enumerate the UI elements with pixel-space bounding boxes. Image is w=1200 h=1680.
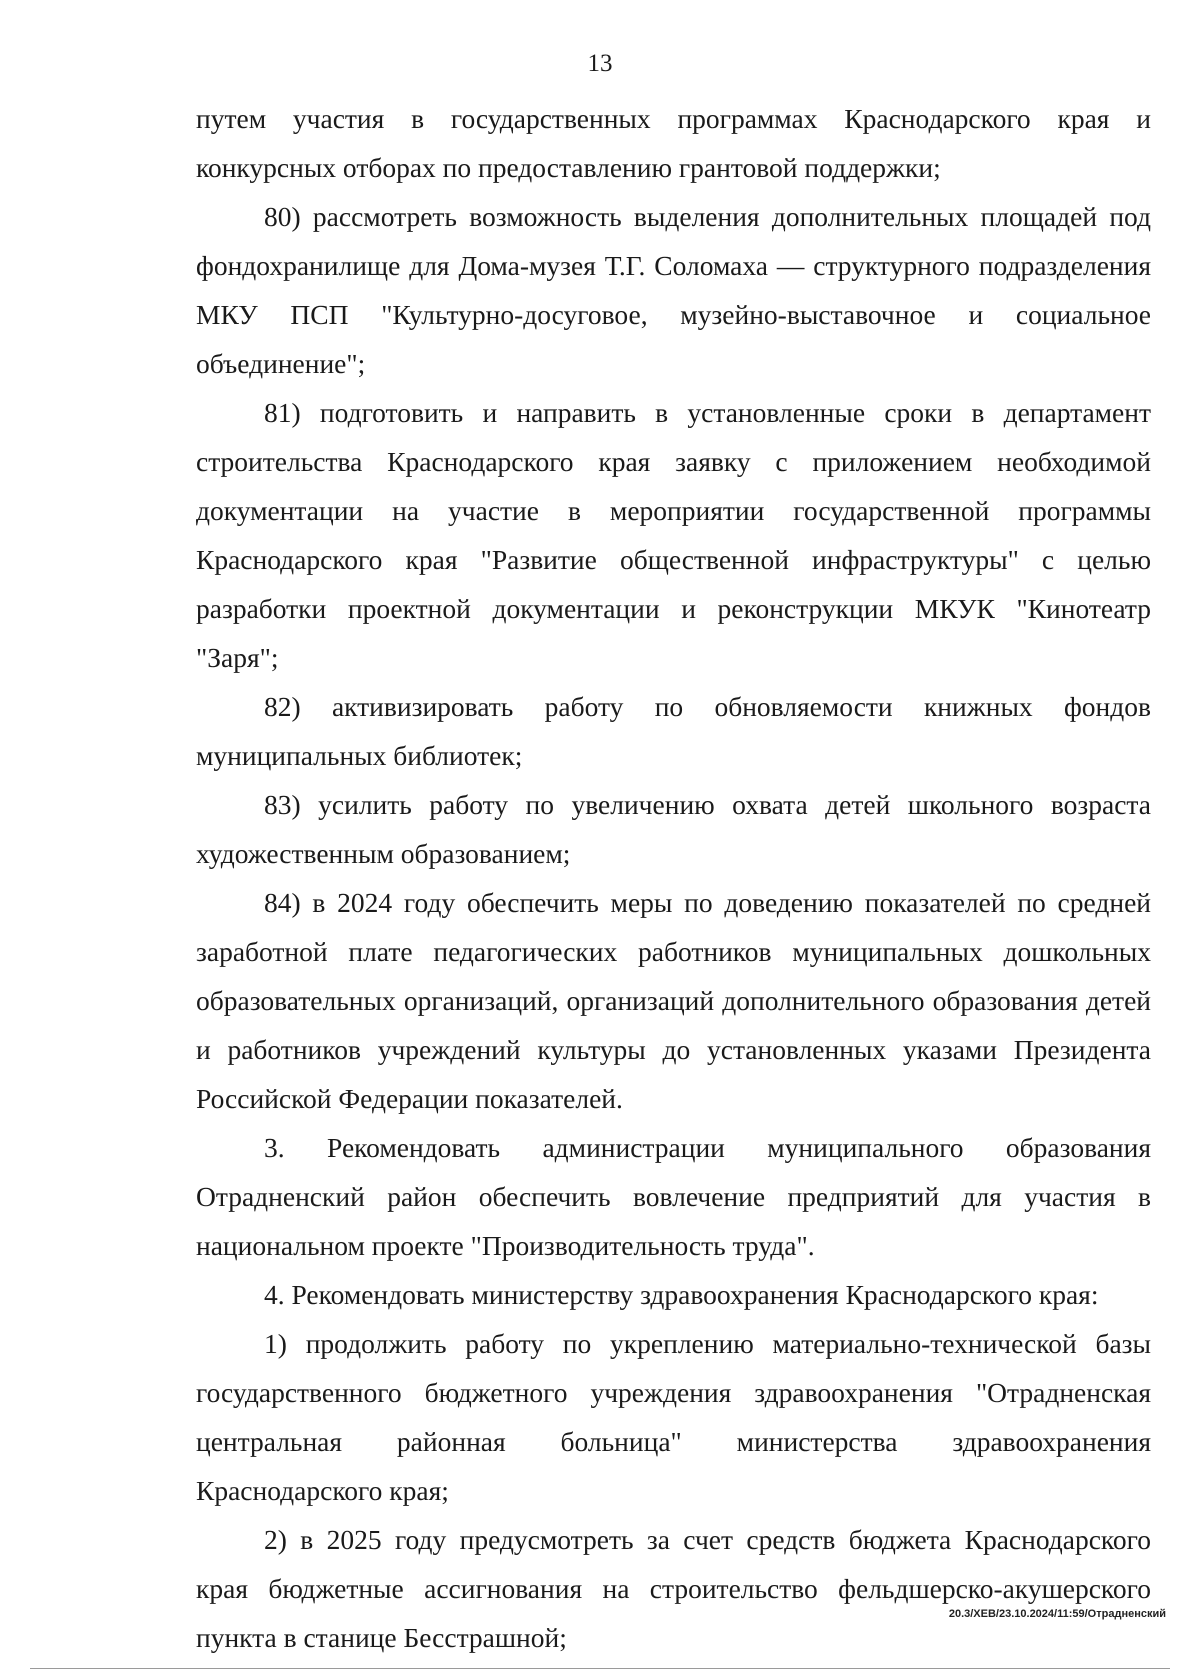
paragraph-subitem-2: 2) в 2025 году предусмотреть за счет средств бюджета Краснодарского края бюджетные ассигнования на строительство фельдшерско-акушерского пункта в станице Бесстрашной; [196, 1524, 1151, 1653]
paragraph-item-81: 81) подготовить и направить в установленные сроки в департамент строительства Краснодарского края заявку с приложением необходимой документации на участие в мероприятии государственной программы Краснодарского края "Развитие общественной инфраструктуры" с целью разработки проектной документации и реконструкции МКУК "Кинотеатр "Заря"; [196, 397, 1151, 673]
footer-registration-stamp: 20.3/XEB/23.10.2024/11:59/Отрадненский [948, 1608, 1166, 1620]
paragraph-item-84: 84) в 2024 году обеспечить меры по доведению показателей по средней заработной плате педагогических работников муниципальных дошкольных образовательных организаций, организаций дополнительного образования детей и работников учреждений культуры до установленных указами Президента Российской Федерации показателей. [196, 887, 1151, 1114]
document-body [196, 94, 1151, 1662]
paragraph-continuation: путем участия в государственных программах Краснодарского края и конкурсных отборах по предоставлению грантовой поддержки; [196, 103, 1151, 183]
paragraph-point-4: 4. Рекомендовать министерству здравоохранения Краснодарского края: [264, 1279, 1099, 1310]
paragraph-item-80: 80) рассмотреть возможность выделения дополнительных площадей под фондохранилище для Дома-музея Т.Г. Соломаха — структурного подразделения МКУ ПСП "Культурно-досуговое, музейно-выставочное и социальное объединение"; [196, 201, 1151, 379]
paragraph-item-83: 83) усилить работу по увеличению охвата детей школьного возраста художественным образованием; [196, 789, 1151, 869]
paragraph-point-3: 3. Рекомендовать администрации муниципального образования Отрадненский район обеспечить вовлечение предприятий для участия в национальном проекте "Производительность труда". [196, 1132, 1151, 1261]
page-number: 13 [587, 50, 613, 77]
paragraph-item-82: 82) активизировать работу по обновляемости книжных фондов муниципальных библиотек; [196, 691, 1151, 771]
paragraph-subitem-1: 1) продолжить работу по укреплению материально-технической базы государственного бюджетного учреждения здравоохранения "Отрадненская центральная районная больница" министерства здравоохранения Краснодарского края; [196, 1328, 1151, 1506]
bottom-divider [30, 1668, 1170, 1669]
